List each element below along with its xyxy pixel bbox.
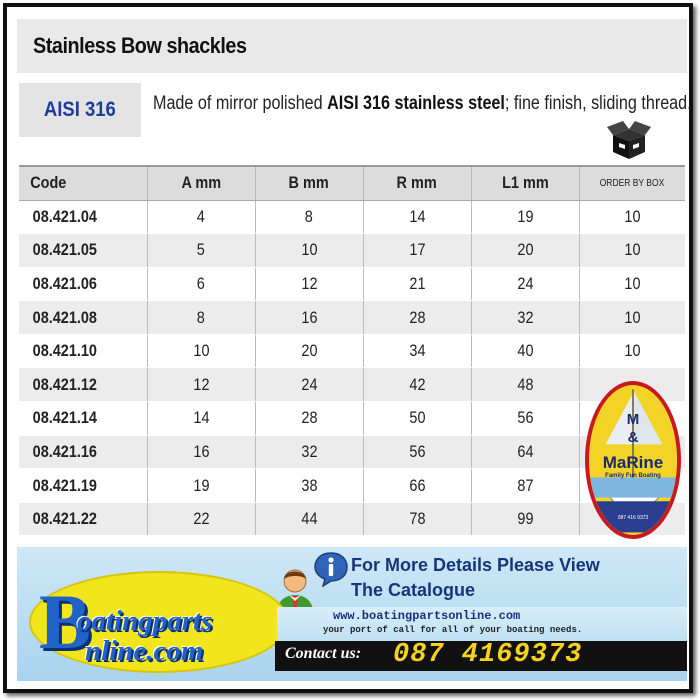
website-link[interactable]: www.boatingpartsonline.com [333, 609, 521, 623]
spec-table [19, 165, 685, 536]
table-cell-code: 08.421.12 [19, 368, 147, 402]
header-a: A mm [147, 166, 255, 200]
table-cell: 87 [471, 469, 579, 503]
table-cell: 10 [579, 200, 685, 234]
header-l1: L1 mm [471, 166, 579, 200]
table-cell: 19 [471, 200, 579, 234]
website-strip [277, 607, 687, 641]
table-cell: 32 [471, 301, 579, 335]
table-cell: 78 [363, 502, 471, 536]
table-row [19, 502, 685, 536]
table-cell: 10 [579, 234, 685, 268]
table-cell: 10 [147, 334, 255, 368]
promo-banner [17, 547, 687, 681]
table-cell: 12 [255, 267, 363, 301]
table-cell: 10 [579, 301, 685, 335]
marine-logo-name: MaRine [602, 453, 664, 472]
header-b: B mm [255, 166, 363, 200]
table-cell: 99 [471, 502, 579, 536]
marine-logo-phone: 087 416 9373 [617, 515, 649, 521]
table-cell: 64 [471, 435, 579, 469]
contact-label: Contact us: [285, 645, 362, 662]
table-cell: 44 [255, 502, 363, 536]
table-row [19, 301, 685, 335]
table-row [19, 402, 685, 436]
table-cell: 21 [363, 267, 471, 301]
material-description [153, 93, 692, 115]
desc-post: ; fine finish, sliding thread. [504, 93, 692, 114]
table-cell: 56 [363, 435, 471, 469]
marine-logo-m: M [626, 411, 640, 428]
table-cell-code: 08.421.10 [19, 334, 147, 368]
desc-bold: AISI 316 stainless steel [327, 93, 505, 114]
table-cell-code: 08.421.06 [19, 267, 147, 301]
table-cell: 66 [363, 469, 471, 503]
catalog-content [17, 19, 692, 670]
table-cell: 42 [363, 368, 471, 402]
table-row [19, 267, 685, 301]
page-title-text: Stainless Bow shackles [33, 33, 247, 58]
table-cell: 48 [471, 368, 579, 402]
table-cell: 17 [363, 234, 471, 268]
table-cell-code: 08.421.19 [19, 469, 147, 503]
table-cell: 20 [471, 234, 579, 268]
table-cell: 24 [255, 368, 363, 402]
material-row [17, 79, 692, 167]
table-cell: 34 [363, 334, 471, 368]
material-badge [19, 83, 141, 137]
catalogue-notice-line1: For More Details Please View [351, 555, 600, 575]
table-row [19, 334, 685, 368]
boatingparts-logo-line1: oatingparts [77, 605, 213, 637]
marine-logo-sub: Family Fun Boating [605, 473, 661, 479]
table-cell: 28 [255, 402, 363, 436]
open-box-icon [607, 119, 651, 163]
table-cell: 56 [471, 402, 579, 436]
catalog-card [3, 3, 693, 693]
table-cell: 22 [147, 502, 255, 536]
table-cell: 24 [471, 267, 579, 301]
table-cell-code: 08.421.22 [19, 502, 147, 536]
material-badge-text: AISI 316 [44, 98, 116, 121]
table-row [19, 200, 685, 234]
table-cell: 8 [255, 200, 363, 234]
marine-logo [585, 381, 681, 539]
marine-logo-amp: & [627, 429, 639, 446]
table-cell: 10 [579, 267, 685, 301]
info-icon[interactable] [313, 551, 349, 587]
table-cell: 40 [471, 334, 579, 368]
table-cell: 20 [255, 334, 363, 368]
table-cell: 50 [363, 402, 471, 436]
table-cell: 16 [255, 301, 363, 335]
header-code: Code [19, 166, 147, 200]
desc-pre: Made of mirror polished [153, 93, 328, 114]
header-r: R mm [363, 166, 471, 200]
table-cell: 32 [255, 435, 363, 469]
page-title [17, 19, 687, 73]
table-cell: 14 [363, 200, 471, 234]
table-row [19, 368, 685, 402]
table-cell-code: 08.421.04 [19, 200, 147, 234]
table-cell: 19 [147, 469, 255, 503]
boatingparts-logo-line2: nline.com [85, 635, 204, 667]
table-row [19, 234, 685, 268]
table-cell: 12 [147, 368, 255, 402]
table-cell-code: 08.421.08 [19, 301, 147, 335]
contact-strip [275, 641, 687, 671]
tagline: your port of call for all of your boating needs. [323, 625, 583, 635]
table-cell-code: 08.421.05 [19, 234, 147, 268]
table-cell: 28 [363, 301, 471, 335]
table-cell: 8 [147, 301, 255, 335]
table-cell: 38 [255, 469, 363, 503]
table-cell: 10 [255, 234, 363, 268]
table-cell-code: 08.421.14 [19, 402, 147, 436]
spec-table-header [19, 166, 685, 200]
table-cell-code: 08.421.16 [19, 435, 147, 469]
contact-number[interactable]: 087 4169373 [393, 640, 583, 670]
table-cell: 16 [147, 435, 255, 469]
table-cell: 5 [147, 234, 255, 268]
table-cell: 6 [147, 267, 255, 301]
table-cell: 4 [147, 200, 255, 234]
catalogue-notice [351, 553, 600, 603]
table-cell: 10 [579, 334, 685, 368]
header-order-by-box: ORDER BY BOX [579, 166, 685, 200]
table-cell: 14 [147, 402, 255, 436]
boatingparts-logo-initial: B [39, 578, 92, 665]
catalogue-notice-line2: The Catalogue [351, 580, 476, 600]
